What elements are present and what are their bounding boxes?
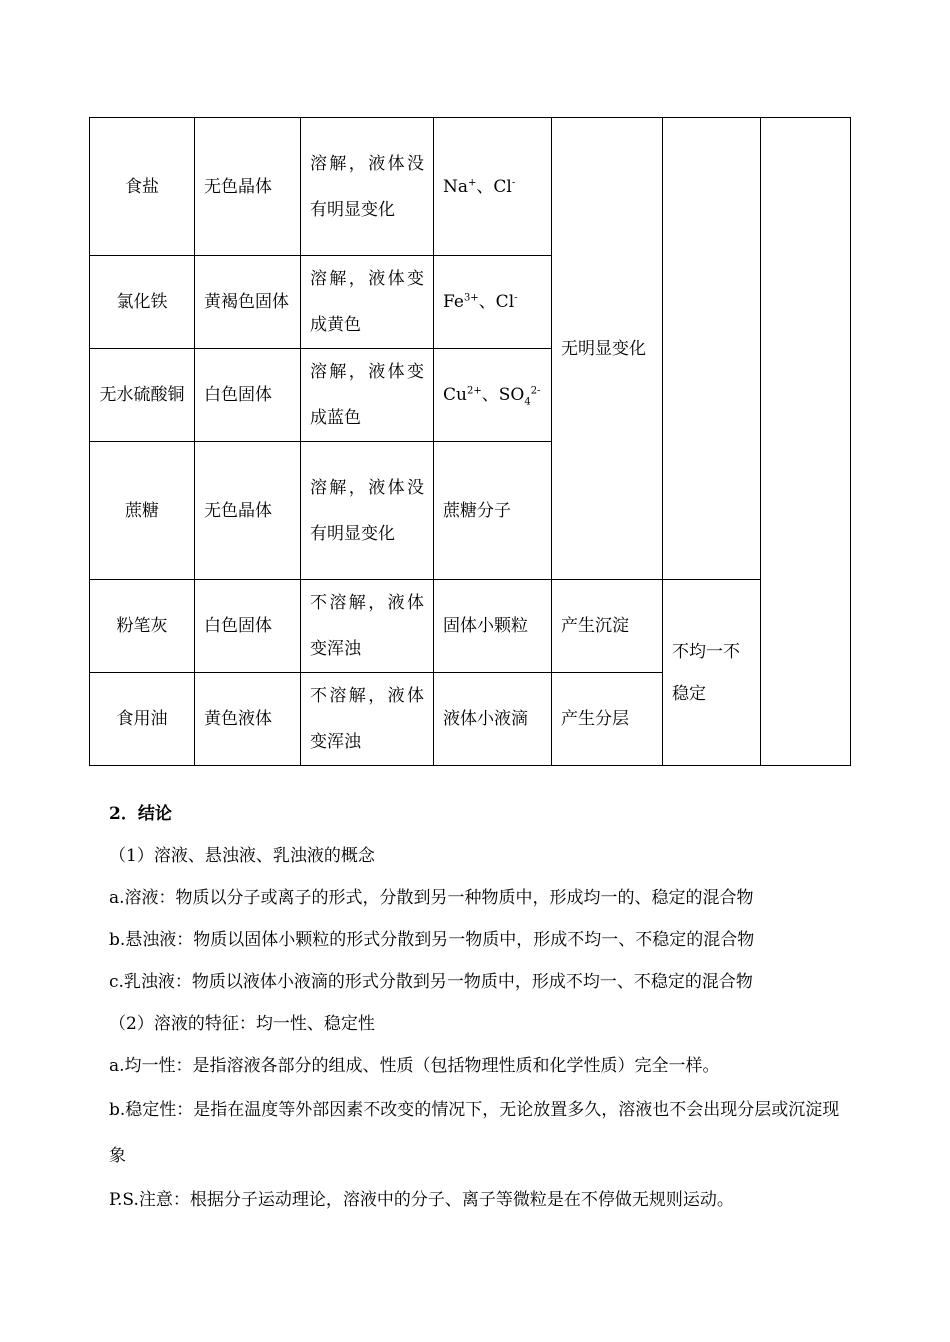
dissolve-cell: 不溶解，液体变浑浊 — [301, 673, 434, 766]
dissolve-cell: 不溶解，液体变浑浊 — [301, 580, 434, 673]
paragraph: b.稳定性：是指在温度等外部因素不改变的情况下，无论放置多久，溶液也不会出现分层或沉淀现象 — [109, 1100, 840, 1166]
appearance-cell: 白色固体 — [195, 580, 301, 673]
substance-cell: 无水硫酸铜 — [90, 349, 195, 442]
experiment-table — [89, 117, 851, 766]
paragraph: c.乳浊液：物质以液体小液滴的形式分散到另一物质中，形成不均一、不稳定的混合物 — [109, 972, 753, 992]
particles-cell: 蔗糖分子 — [434, 442, 552, 580]
substance-cell: 食用油 — [90, 673, 195, 766]
substance-cell: 粉笔灰 — [90, 580, 195, 673]
paragraph: b.悬浊液：物质以固体小颗粒的形式分散到另一物质中，形成不均一、不稳定的混合物 — [109, 930, 755, 950]
appearance-cell: 无色晶体 — [195, 118, 301, 256]
particles-cell: Na+、Cl- — [434, 118, 552, 256]
dissolve-cell: 溶解，液体没有明显变化 — [301, 118, 434, 256]
table-row — [90, 580, 851, 673]
standing-cell: 产生分层 — [552, 673, 663, 766]
blank-cell — [663, 118, 761, 580]
appearance-cell: 白色固体 — [195, 349, 301, 442]
standing-cell: 产生沉淀 — [552, 580, 663, 673]
note: P.S.注意：根据分子运动理论，溶液中的分子、离子等微粒是在不停做无规则运动。 — [109, 1190, 734, 1210]
standing-merged-cell: 无明显变化 — [552, 118, 663, 580]
table-row — [90, 118, 851, 256]
appearance-cell: 黄褐色固体 — [195, 256, 301, 349]
paragraph: a.溶液：物质以分子或离子的形式，分散到另一种物质中，形成均一的、稳定的混合物 — [109, 888, 754, 908]
dissolve-cell: 溶解，液体变成黄色 — [301, 256, 434, 349]
blank-cell — [761, 118, 851, 766]
section-heading: 2．结论 — [109, 804, 172, 824]
subheading: （1）溶液、悬浊液、乳浊液的概念 — [109, 846, 375, 866]
substance-cell: 食盐 — [90, 118, 195, 256]
subheading: （2）溶液的特征：均一性、稳定性 — [109, 1014, 375, 1034]
substance-cell: 氯化铁 — [90, 256, 195, 349]
dissolve-cell: 溶解，液体没有明显变化 — [301, 442, 434, 580]
substance-cell: 蔗糖 — [90, 442, 195, 580]
dissolve-cell: 溶解，液体变成蓝色 — [301, 349, 434, 442]
paragraph: a.均一性：是指溶液各部分的组成、性质（包括物理性质和化学性质）完全一样。 — [109, 1056, 720, 1076]
appearance-cell: 无色晶体 — [195, 442, 301, 580]
particles-cell: $Cu^{2+}$、$SO_4^{2-}$ — [434, 349, 552, 442]
property-merged-cell: 不均一不稳定 — [663, 580, 761, 766]
particles-cell: $Fe^{3+}$、Cl- — [434, 256, 552, 349]
particles-cell: 液体小液滴 — [434, 673, 552, 766]
appearance-cell: 黄色液体 — [195, 673, 301, 766]
conclusion-section — [109, 793, 849, 1221]
particles-cell: 固体小颗粒 — [434, 580, 552, 673]
